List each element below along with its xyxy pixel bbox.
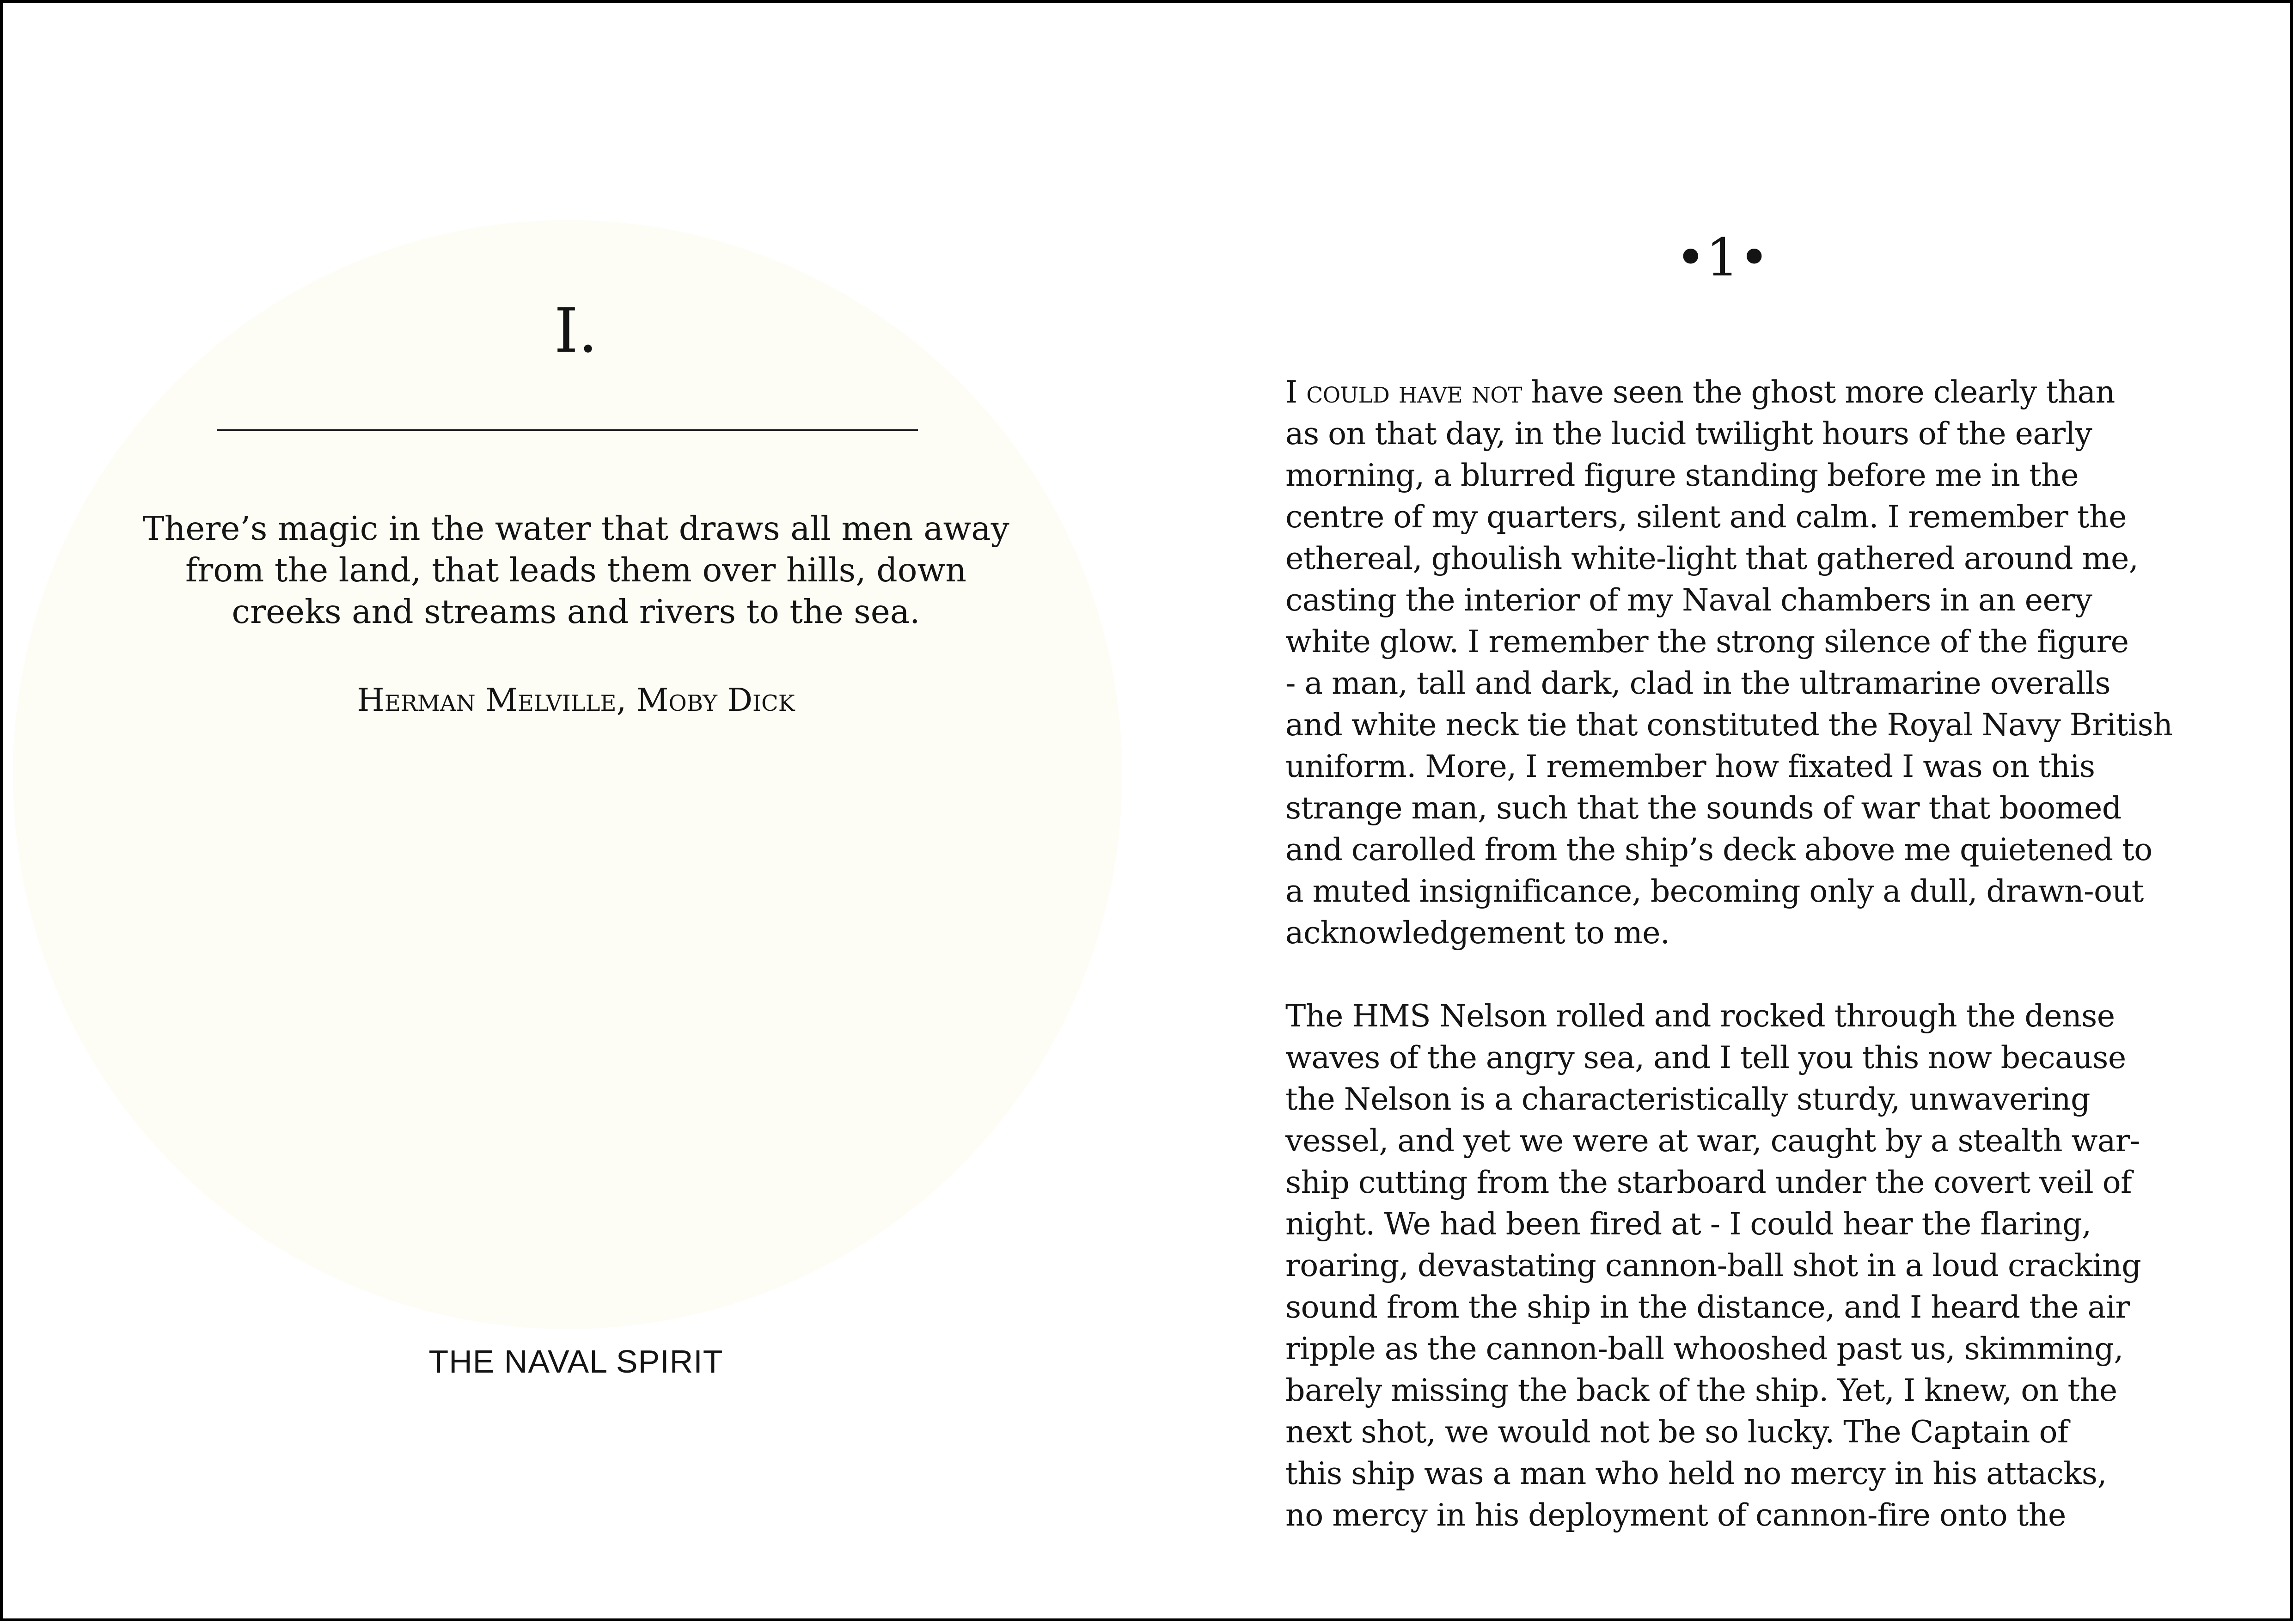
text-line: sound from the ship in the distance, and I heard the air — [1285, 1289, 2130, 1325]
text-line: waves of the angry sea, and I tell you this now because — [1285, 1039, 2126, 1075]
cream-circle-background — [13, 220, 1122, 1329]
paragraph-gap — [1285, 953, 2203, 995]
paragraph-2 — [1285, 995, 2203, 1536]
text-line: white glow. I remember the strong silence of the figure — [1285, 623, 2129, 659]
text-line: the Nelson is a characteristically sturdy, unwavering — [1285, 1081, 2090, 1117]
drop-lead-letter: I — [1285, 374, 1297, 410]
text-line: ship cutting from the starboard under the covert veil of — [1285, 1164, 2132, 1200]
chapter-title: THE NAVAL SPIRIT — [428, 1343, 723, 1380]
paragraph-1 — [1285, 371, 2203, 953]
text-line: and white neck tie that constituted the Royal Navy British — [1285, 707, 2173, 743]
text-line: ethereal, ghoulish white-light that gathered around me, — [1285, 540, 2139, 576]
body-text — [1285, 371, 2203, 1536]
text-line: centre of my quarters, silent and calm. I remember the — [1285, 499, 2127, 535]
text-line: uniform. More, I remember how fixated I was on this — [1285, 748, 2095, 784]
text-line-rest: have seen the ghost more clearly than — [1522, 374, 2115, 410]
text-line: night. We had been fired at - I could hear the flaring, — [1285, 1206, 2091, 1242]
text-line: vessel, and yet we were at war, caught by a stealth war- — [1285, 1123, 2140, 1159]
text-line: as on that day, in the lucid twilight hours of the early — [1285, 415, 2092, 452]
text-line: casting the interior of my Naval chambers in an eery — [1285, 582, 2092, 618]
text-line: and carolled from the ship’s deck above me quietened to — [1285, 831, 2152, 867]
left-page — [3, 3, 1149, 1624]
epigraph-quote: There’s magic in the water that draws all men away from the land, that leads them over hills, down creeks and streams and rivers to the sea. — [142, 509, 1009, 631]
text-line: roaring, devastating cannon-ball shot in a loud cracking — [1285, 1247, 2141, 1283]
text-line: strange man, such that the sounds of war that boomed — [1285, 790, 2122, 826]
text-line: - a man, tall and dark, clad in the ultramarine overalls — [1285, 665, 2110, 701]
text-line: The HMS Nelson rolled and rocked through the dense — [1285, 998, 2115, 1034]
right-page — [1149, 3, 2293, 1624]
small-caps-lead: could have not — [1297, 374, 1522, 410]
page-number: •1• — [1675, 228, 1770, 288]
text-line: acknowledgement to me. — [1285, 915, 1670, 951]
text-line: a muted insignificance, becoming only a dull, drawn-out — [1285, 873, 2144, 909]
text-line: this ship was a man who held no mercy in his attacks, — [1285, 1455, 2107, 1491]
text-line: next shot, we would not be so lucky. The Captain of — [1285, 1414, 2068, 1450]
text-line: ripple as the cannon-ball whooshed past us, skimming, — [1285, 1331, 2123, 1367]
chapter-numeral: I. — [554, 295, 598, 366]
text-line: barely missing the back of the ship. Yet, I knew, on the — [1285, 1372, 2117, 1408]
text-line: morning, a blurred figure standing before me in the — [1285, 457, 2079, 493]
epigraph-attribution: Herman Melville, Moby Dick — [357, 682, 795, 719]
chapter-divider-rule — [217, 429, 918, 431]
text-line — [1285, 371, 2203, 413]
text-line: no mercy in his deployment of cannon-fire onto the — [1285, 1497, 2066, 1533]
